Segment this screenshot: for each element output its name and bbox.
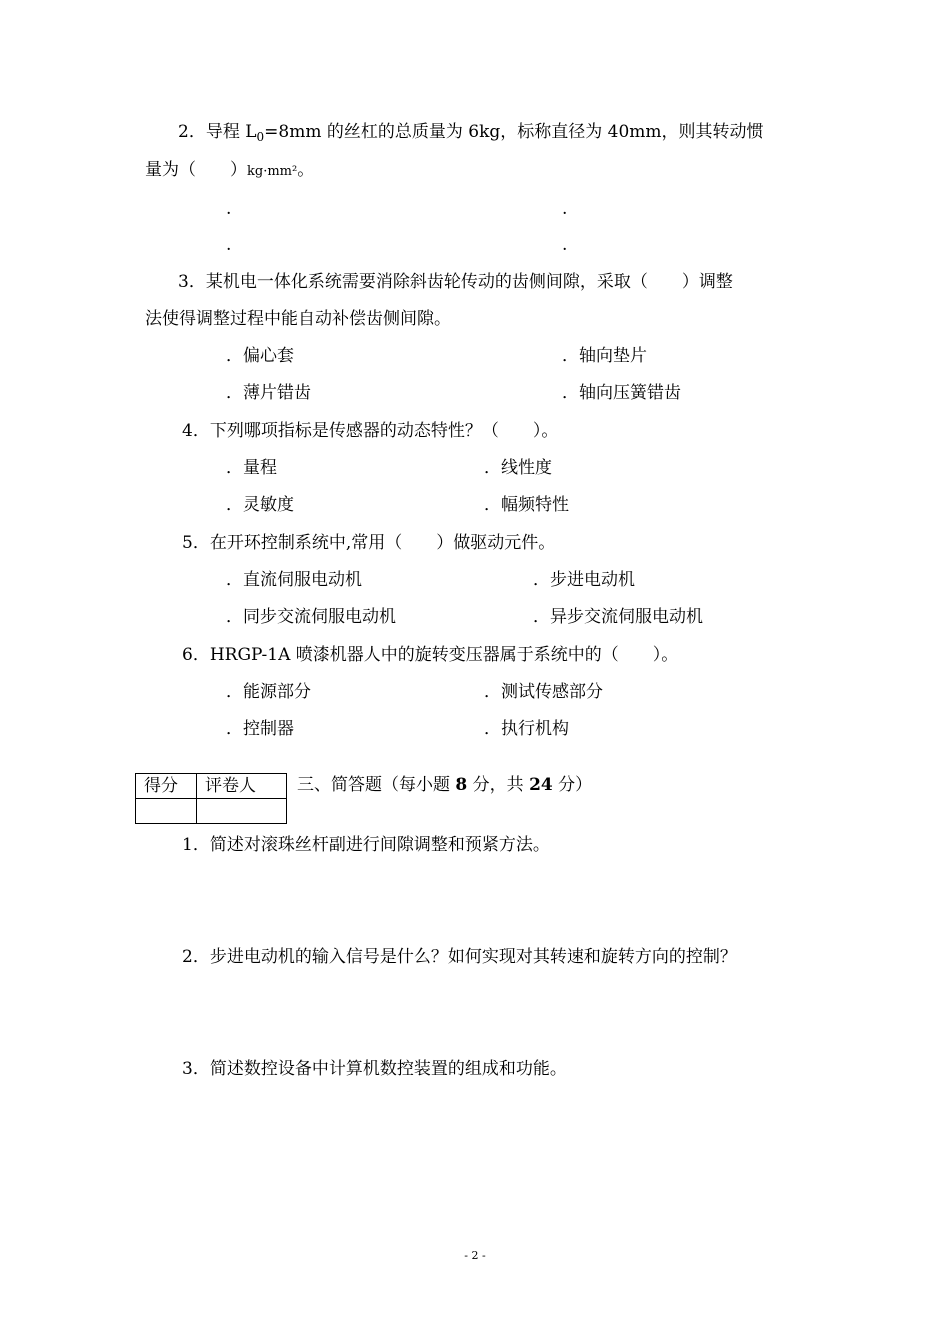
q4-option-c: ．灵敏度 (226, 495, 294, 515)
q3-line2: 法使得调整过程中能自动补偿齿侧间隙。 (145, 309, 451, 329)
q3-option-c: ．薄片错齿 (226, 383, 311, 403)
q2-line1: 2．导程 $L_0=8mm$ 的丝杠的总质量为 6kg，标称直径为 40mm，则其转动惯 (178, 122, 764, 144)
grader-cell[interactable] (197, 799, 287, 824)
q2-option-a: . (226, 199, 232, 219)
q2-line2: 量为（ ）kg·mm²。 (145, 160, 315, 180)
score-table (135, 773, 287, 824)
q4-option-b: ．线性度 (484, 458, 552, 478)
q5-option-a: ．直流伺服电动机 (226, 570, 362, 590)
q4-line1: 4．下列哪项指标是传感器的动态特性？（ ）。 (182, 421, 559, 441)
score-cell[interactable] (136, 799, 197, 824)
q6-option-d: ．执行机构 (484, 719, 569, 739)
q6-option-b: ．测试传感部分 (484, 682, 603, 702)
grader-header: 评卷人 (197, 774, 287, 799)
q4-option-d: ．幅频特性 (484, 495, 569, 515)
q2-option-c: . (226, 235, 232, 255)
q2-option-d: . (562, 235, 568, 255)
short-answer-q1: 1．简述对滚珠丝杆副进行间隙调整和预紧方法。 (182, 835, 550, 855)
short-answer-q2: 2．步进电动机的输入信号是什么？如何实现对其转速和旋转方向的控制？ (182, 947, 737, 967)
q2-option-b: . (562, 199, 568, 219)
section-title: 三、简答题（每小题 8 分，共 24 分） (297, 775, 593, 795)
q3-option-b: ．轴向垫片 (562, 346, 647, 366)
q6-option-a: ．能源部分 (226, 682, 311, 702)
q5-line1: 5．在开环控制系统中,常用（ ）做驱动元件。 (182, 533, 556, 553)
short-answer-q3: 3．简述数控设备中计算机数控装置的组成和功能。 (182, 1059, 567, 1079)
q6-line1: 6．HRGP-1A 喷漆机器人中的旋转变压器属于系统中的（ ）。 (182, 645, 679, 665)
q5-option-b: ．步进电动机 (533, 570, 635, 590)
q3-option-d: ．轴向压簧错齿 (562, 383, 681, 403)
score-header: 得分 (136, 774, 197, 799)
q5-option-c: ．同步交流伺服电动机 (226, 607, 396, 627)
q3-option-a: ．偏心套 (226, 346, 294, 366)
q4-option-a: ．量程 (226, 458, 277, 478)
q6-option-c: ．控制器 (226, 719, 294, 739)
q3-line1: 3．某机电一体化系统需要消除斜齿轮传动的齿侧间隙，采取（ ）调整 (178, 272, 733, 292)
q5-option-d: ．异步交流伺服电动机 (533, 607, 703, 627)
page-number: - 2 - (464, 1249, 486, 1262)
